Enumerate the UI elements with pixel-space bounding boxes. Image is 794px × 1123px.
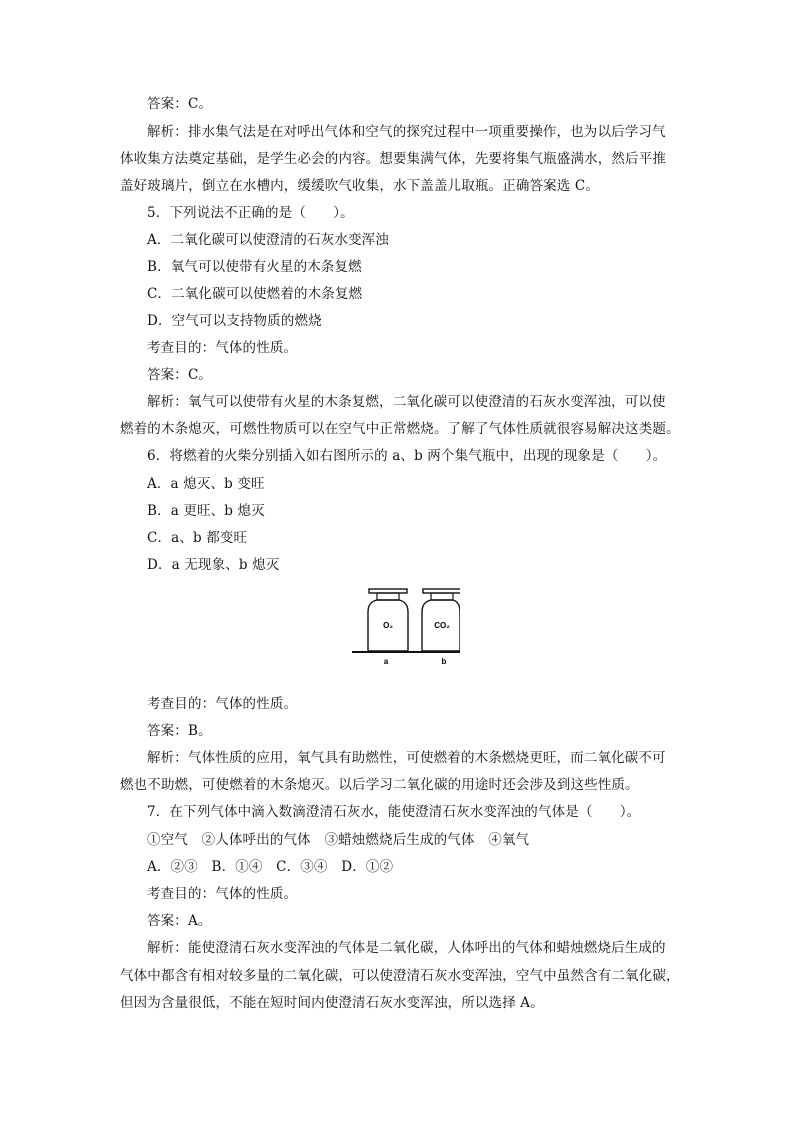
q6-option-b: B．a 更旺、b 熄灭 — [147, 503, 265, 519]
analysis-q4-line1: 解析：排水集气法是在对呼出气体和空气的探究过程中一项重要操作，也为以后学习气 — [147, 124, 666, 140]
question-7: 7．在下列气体中滴入数滴澄清石灰水，能使澄清石灰水变浑浊的气体是（ ）。 — [147, 804, 641, 820]
analysis-q4-line2: 体收集方法奠定基础，是学生必会的内容。想要集满气体，先要将集气瓶盛满水，然后平推 — [120, 151, 666, 167]
q7-analysis-line3: 但因为含量很低，不能在短时间内使澄清石灰水变浑浊，所以选择 A。 — [120, 995, 544, 1011]
q7-choices: ①空气 ②人体呼出的气体 ③蜡烛燃烧后生成的气体 ④氧气 — [147, 832, 530, 848]
question-5: 5．下列说法不正确的是（ ）。 — [147, 205, 354, 221]
q7-analysis-line2: 气体中都含有相对较多量的二氧化碳，可以使澄清石灰水变浑浊，空气中虽然含有二氧化碳， — [120, 968, 680, 984]
q7-objective: 考查目的：气体的性质。 — [147, 886, 298, 902]
label-a: a — [383, 657, 389, 666]
bottle-b — [422, 589, 460, 651]
q6-objective: 考查目的：气体的性质。 — [147, 696, 298, 712]
q5-analysis-line2: 燃着的木条熄灭，可燃性物质可以在空气中正常燃烧。了解了气体性质就很容易解决这类题。 — [120, 421, 680, 437]
answer-q4: 答案：C。 — [147, 96, 213, 112]
q6-analysis-line1: 解析：气体性质的应用，氧气具有助燃性，可使燃着的木条燃烧更旺，而二氧化碳不可 — [147, 750, 666, 766]
q5-answer: 答案：C。 — [147, 367, 213, 383]
q5-option-c: C．二氧化碳可以使燃着的木条复燃 — [147, 286, 363, 302]
bottle-a-gas-label: O₂ — [383, 621, 393, 630]
question-6: 6．将燃着的火柴分别插入如右图所示的 a、b 两个集气瓶中，出现的现象是（ ）。 — [147, 448, 667, 464]
q5-objective: 考查目的：气体的性质。 — [147, 340, 298, 356]
label-b: b — [441, 657, 447, 666]
bottle-b-gas-label: CO₂ — [434, 621, 450, 630]
q5-option-b: B．氧气可以使带有火星的木条复燃 — [147, 259, 362, 275]
q7-analysis-line1: 解析：能使澄清石灰水变浑浊的气体是二氧化碳，人体呼出的气体和蜡烛燃烧后生成的 — [147, 940, 666, 956]
q6-option-a: A．a 熄灭、b 变旺 — [147, 476, 265, 492]
bottle-a — [368, 589, 408, 651]
q5-option-a: A．二氧化碳可以使澄清的石灰水变浑浊 — [147, 232, 389, 248]
q6-answer: 答案：B。 — [147, 723, 212, 739]
q5-option-d: D．空气可以支持物质的燃烧 — [147, 313, 322, 329]
q6-option-d: D．a 无现象、b 熄灭 — [147, 557, 280, 573]
q7-answer: 答案：A。 — [147, 913, 212, 929]
q6-option-c: C．a、b 都变旺 — [147, 530, 248, 546]
analysis-q4-line3: 盖好玻璃片，倒立在水槽内，缓缓吹气收集，水下盖盖儿取瓶。正确答案选 C。 — [120, 178, 600, 194]
q6-analysis-line2: 燃也不助燃，可使燃着的木条熄灭。以后学习二氧化碳的用途时还会涉及到这些性质。 — [120, 777, 639, 793]
gas-bottles-figure — [350, 586, 460, 668]
q7-options: A．②③ B．①④ C．③④ D．①② — [147, 859, 394, 875]
q5-analysis-line1: 解析：氧气可以使带有火星的木条复燃，二氧化碳可以使澄清的石灰水变浑浊，可以使 — [147, 394, 666, 410]
